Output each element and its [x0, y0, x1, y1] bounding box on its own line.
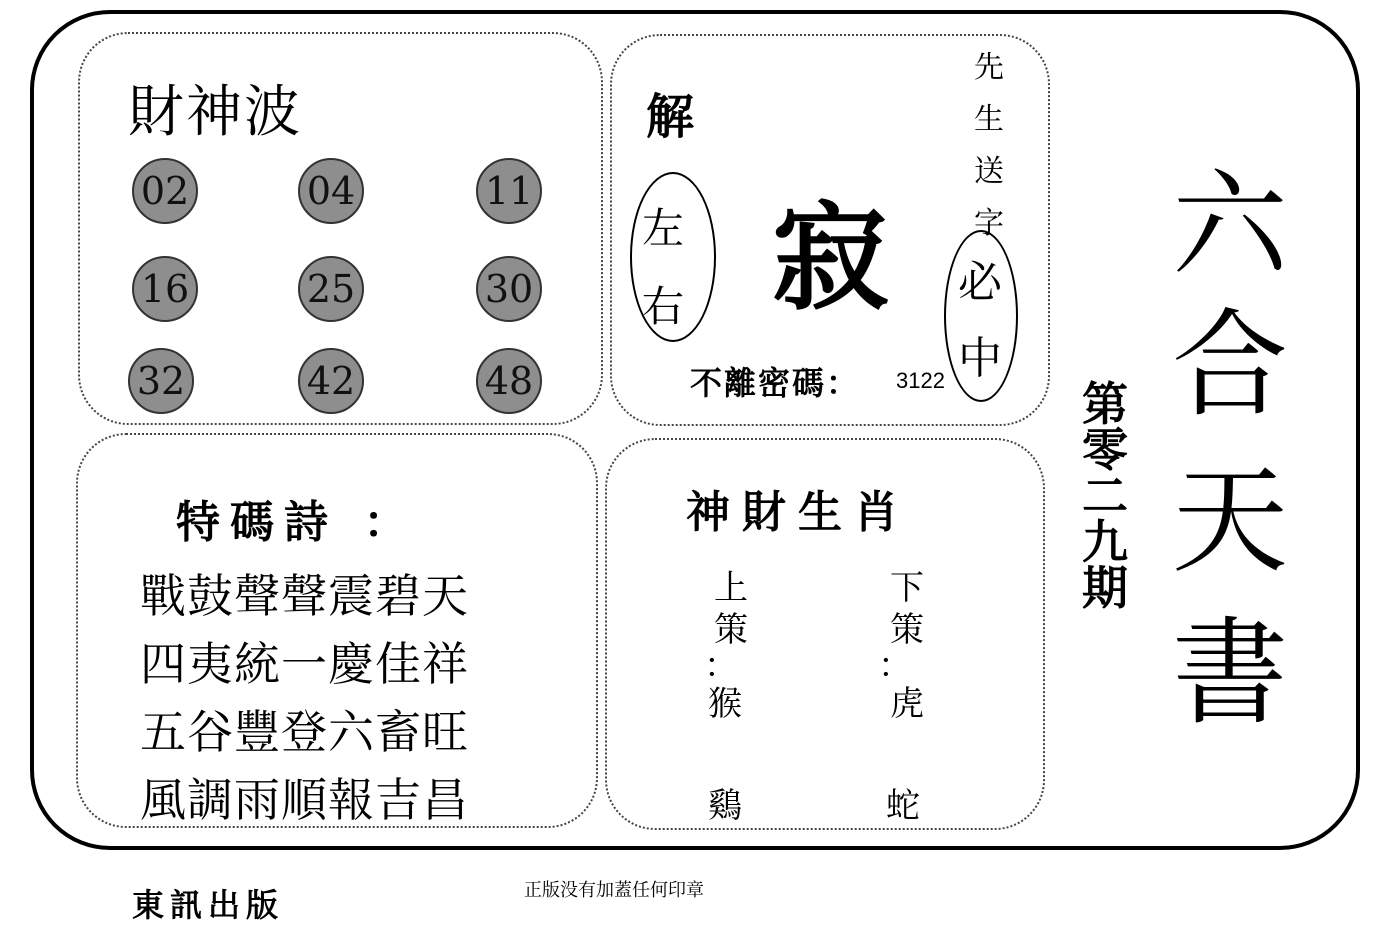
upper-label-char: ： [704, 646, 738, 686]
main-title-char: 六 [1172, 158, 1288, 293]
poem-line: 風調雨順報吉昌 [140, 773, 469, 827]
poem-line: 四夷統一慶佳祥 [140, 637, 469, 691]
number-ball: 32 [128, 348, 194, 414]
riddle-label: 解 [646, 89, 695, 145]
upper-zodiac: 猴 [708, 684, 742, 724]
teacher-gift-char: 字 [974, 206, 1004, 241]
number-ball: 42 [298, 348, 364, 414]
number-ball: 16 [132, 256, 198, 322]
teacher-gift-char: 先 [974, 50, 1004, 85]
number-ball: 02 [132, 158, 198, 224]
right-char: 右 [642, 282, 685, 331]
main-title-char: 合 [1172, 298, 1288, 433]
lower-zodiac: 虎 [890, 684, 924, 724]
issue-char: 零 [1082, 423, 1128, 477]
left-char: 左 [642, 204, 685, 253]
issue-char: 九 [1082, 515, 1128, 569]
number-ball: 11 [476, 158, 542, 224]
upper-zodiac: 鷄 [708, 786, 742, 826]
must-win-char: 中 [958, 333, 1002, 384]
issue-char: 二 [1082, 469, 1128, 523]
code-value: 3122 [896, 368, 945, 393]
number-ball: 30 [476, 256, 542, 322]
lower-label-char: ： [878, 646, 912, 686]
authenticity-notice: 正版没有加蓋任何印章 [524, 880, 704, 901]
lower-label-char: 下 [890, 568, 924, 608]
main-title-char: 書 [1172, 606, 1288, 741]
issue-char: 期 [1082, 561, 1128, 615]
poem-line: 五谷豐登六畜旺 [140, 705, 469, 759]
upper-label-char: 上 [714, 568, 748, 608]
teacher-gift-char: 送 [974, 154, 1004, 189]
code-label: 不離密碼： [690, 364, 861, 402]
zodiac-title: 神財生肖 [686, 487, 910, 538]
teacher-gift-char: 生 [974, 102, 1004, 137]
caishen-title: 財神波 [128, 80, 302, 145]
issue-char: 第 [1082, 377, 1128, 431]
publisher: 東訊出版 [132, 886, 285, 924]
poem-line: 戰鼓聲聲震碧天 [140, 569, 469, 623]
number-ball: 25 [298, 256, 364, 322]
lower-label-char: 策 [890, 610, 924, 650]
number-ball: 04 [298, 158, 364, 224]
must-win-char: 必 [958, 257, 1002, 308]
upper-label-char: 策 [714, 610, 748, 650]
lower-zodiac: 蛇 [886, 786, 920, 826]
riddle-character: 寂 [772, 191, 888, 326]
poem-title: 特碼詩 ： [176, 497, 418, 548]
main-title-char: 天 [1172, 454, 1288, 589]
number-ball: 48 [476, 348, 542, 414]
